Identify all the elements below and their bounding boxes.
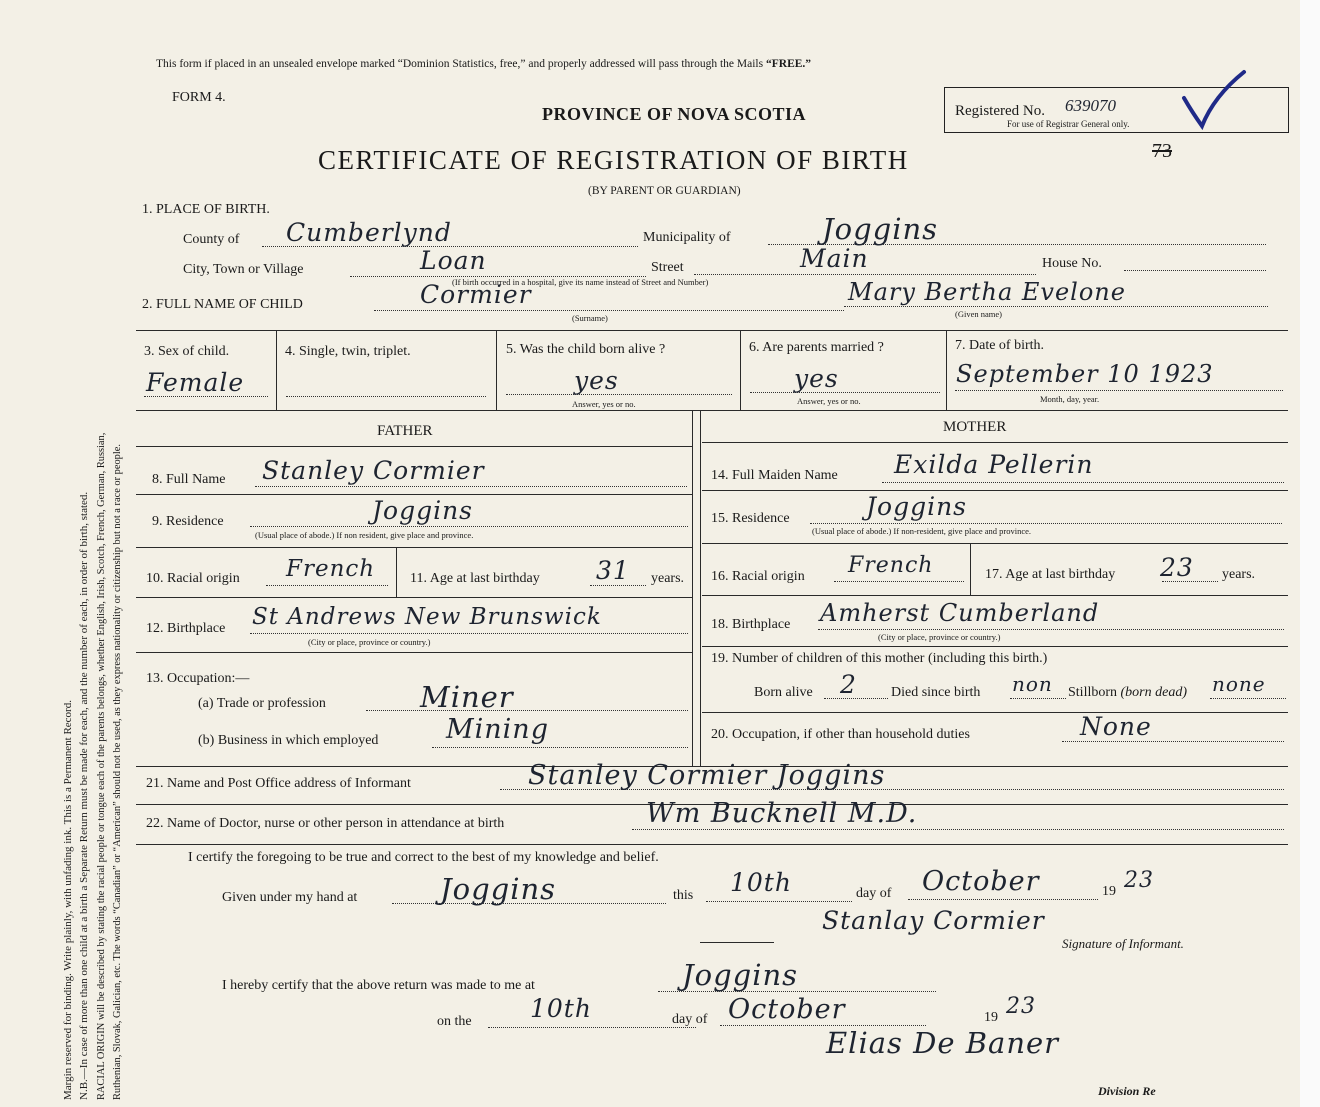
father-name: Stanley Cormier: [262, 456, 485, 485]
date-of-birth-value: September 10 1923: [956, 360, 1214, 388]
father-residence: Joggins: [372, 496, 474, 525]
child-surname: Cormier: [420, 280, 532, 309]
municipality-label: Municipality of: [643, 230, 731, 245]
return-label: I hereby certify that the above return was made to me at: [222, 978, 535, 993]
sex-label: 3. Sex of child.: [144, 344, 230, 359]
given-under-label: Given under my hand at: [222, 890, 358, 905]
informant-signature: Stanlay Cormier: [822, 906, 1045, 935]
father-racial-label: 10. Racial origin: [146, 571, 240, 586]
margin-note-2: N.B.—In case of more than one child at a birth a Separate Return must be made for each, and the number of each, in order of birth, stated.: [78, 491, 90, 1100]
born-alive-label: 5. Was the child born alive ?: [506, 342, 666, 357]
parents-married-value: yes: [794, 364, 839, 393]
return-day-of-label: day of: [672, 1012, 708, 1027]
check-mark-icon: [1180, 68, 1250, 138]
born-alive-count-label: Born alive: [754, 685, 813, 700]
mother-occupation-label: 20. Occupation, if other than household duties: [711, 727, 970, 742]
mother-residence: Joggins: [866, 492, 968, 521]
street-value: Main: [800, 244, 869, 273]
father-trade: Miner: [420, 680, 514, 714]
parents-married-caption: Answer, yes or no.: [797, 396, 861, 406]
county-value: Cumberlynd: [286, 218, 452, 247]
mother-heading: MOTHER: [943, 419, 1007, 435]
father-abode-note: (Usual place of abode.) If non resident, give place and province.: [255, 530, 474, 540]
given-month: October: [922, 866, 1040, 897]
county-label: County of: [183, 232, 240, 247]
division-registrar-label: Division Re: [1098, 1084, 1156, 1098]
stillborn-note: (born dead): [1120, 685, 1188, 700]
mail-note: [156, 58, 811, 70]
mother-racial-origin: French: [848, 553, 934, 578]
stillborn-label-text: Stillborn: [1068, 685, 1118, 700]
mother-occupation: None: [1080, 712, 1152, 741]
parents-married-label: 6. Are parents married ?: [749, 340, 884, 355]
informant-value: Stanley Cormier Joggins: [528, 760, 886, 791]
mother-birthplace-caption: (City or place, province or country.): [878, 632, 1001, 642]
father-years-label: years.: [651, 571, 685, 586]
scan-edge: [1300, 0, 1320, 1107]
given-day-of-label: day of: [856, 886, 892, 901]
sex-value: Female: [146, 368, 245, 397]
died-since-birth-label: Died since birth: [891, 685, 981, 700]
born-alive-caption: Answer, yes or no.: [572, 399, 636, 409]
father-racial-origin: French: [286, 556, 376, 582]
mother-racial-label: 16. Racial origin: [711, 569, 805, 584]
father-residence-label: 9. Residence: [152, 514, 224, 529]
stillborn-value: none: [1212, 672, 1266, 696]
surname-caption: (Surname): [572, 313, 608, 323]
father-business: Mining: [446, 714, 549, 745]
died-since-birth-value: non: [1012, 672, 1053, 696]
margin-note-3: RACIAL ORIGIN will be described by stating the racial people or tongue each of the parents belongs, whether English, Irish, Scotch, French, German, Russian,: [96, 432, 107, 1100]
mother-residence-label: 15. Residence: [711, 511, 790, 526]
certify-statement: I certify the foregoing to be true and correct to the best of my knowledge and belief.: [188, 850, 659, 865]
return-year-prefix: 19: [984, 1010, 998, 1025]
corner-mark: 73: [1152, 140, 1172, 162]
mother-age-label: 17. Age at last birthday: [985, 567, 1116, 582]
registration-note: For use of Registrar General only.: [1007, 119, 1130, 129]
street-label: Street: [651, 260, 684, 275]
father-age-label: 11. Age at last birthday: [410, 571, 540, 586]
mother-birthplace-label: 18. Birthplace: [711, 617, 791, 632]
on-the-label: on the: [437, 1014, 472, 1029]
informant-label: 21. Name and Post Office address of Informant: [146, 776, 411, 791]
child-given-name: Mary Bertha Evelone: [848, 278, 1126, 306]
given-place: Joggins: [440, 872, 557, 906]
mother-years-label: years.: [1222, 567, 1256, 582]
registration-number: 639070: [1065, 96, 1116, 115]
father-birthplace: St Andrews New Brunswick: [252, 604, 602, 630]
house-number-label: House No.: [1042, 256, 1102, 271]
registration-label: Registered No.: [955, 103, 1045, 119]
plurality-label: 4. Single, twin, triplet.: [285, 344, 411, 359]
return-month: October: [728, 994, 846, 1025]
hospital-note: (If birth occurred in a hospital, give its name instead of Street and Number): [452, 277, 709, 287]
margin-note-4: Ruthenian, Slovak, Galician, etc. The words “Canadian” or “American” should not be used, as they express nationality or citizenship but not a race or people.: [112, 444, 123, 1100]
page-subtitle: (BY PARENT OR GUARDIAN): [588, 185, 741, 197]
mail-note-text: This form if placed in an unsealed envelope marked “Dominion Statistics, free,” and properly addressed will pass through the Mails: [156, 58, 764, 70]
mother-age: 23: [1160, 553, 1194, 582]
signature-caption: Signature of Informant.: [1062, 936, 1184, 951]
given-day: 10th: [730, 868, 792, 897]
place-of-birth-label: 1. PLACE OF BIRTH.: [142, 202, 270, 217]
given-name-caption: (Given name): [955, 309, 1002, 319]
form-number: FORM 4.: [172, 90, 226, 105]
father-name-label: 8. Full Name: [152, 472, 226, 487]
father-heading: FATHER: [377, 423, 433, 439]
business-label: (b) Business in which employed: [198, 733, 379, 748]
province-heading: PROVINCE OF NOVA SCOTIA: [542, 104, 807, 124]
doctor-value: Wm Bucknell M.D.: [646, 798, 918, 829]
date-of-birth-label: 7. Date of birth.: [955, 338, 1045, 353]
born-alive-count: 2: [840, 670, 857, 699]
trade-label: (a) Trade or profession: [198, 696, 326, 711]
registrar-signature: Elias De Baner: [826, 1026, 1060, 1060]
father-birthplace-caption: (City or place, province or country.): [308, 637, 431, 647]
mail-note-free: “FREE.”: [765, 58, 812, 70]
municipality-value: Joggins: [822, 212, 939, 246]
mother-abode-note: (Usual place of abode.) If non-resident, give place and province.: [812, 526, 1032, 536]
city-value: Loan: [420, 246, 487, 275]
father-birthplace-label: 12. Birthplace: [146, 621, 226, 636]
born-alive-value: yes: [574, 366, 619, 395]
doctor-label: 22. Name of Doctor, nurse or other person in attendance at birth: [146, 816, 505, 831]
page-title: CERTIFICATE OF REGISTRATION OF BIRTH: [318, 145, 909, 175]
mother-name-label: 14. Full Maiden Name: [711, 468, 838, 483]
father-age: 31: [596, 556, 630, 585]
given-year-suffix: 23: [1124, 868, 1154, 893]
this-label: this: [673, 888, 694, 903]
mother-maiden-name: Exilda Pellerin: [894, 450, 1094, 479]
margin-note-1: Margin reserved for binding. Write plainly, with unfading ink. This is a Permanent Record.: [62, 700, 74, 1100]
children-count-label: 19. Number of children of this mother (including this birth.): [711, 651, 1048, 666]
city-label: City, Town or Village: [183, 262, 304, 277]
return-year-suffix: 23: [1006, 994, 1036, 1019]
given-year-prefix: 19: [1102, 884, 1116, 899]
return-day: 10th: [530, 994, 592, 1023]
date-of-birth-caption: Month, day, year.: [1040, 394, 1100, 404]
stillborn-label: [1068, 685, 1187, 701]
father-occupation-label: 13. Occupation:—: [146, 671, 250, 686]
child-name-label: 2. FULL NAME OF CHILD: [142, 297, 303, 312]
mother-birthplace: Amherst Cumberland: [820, 599, 1100, 627]
return-place: Joggins: [682, 958, 799, 992]
